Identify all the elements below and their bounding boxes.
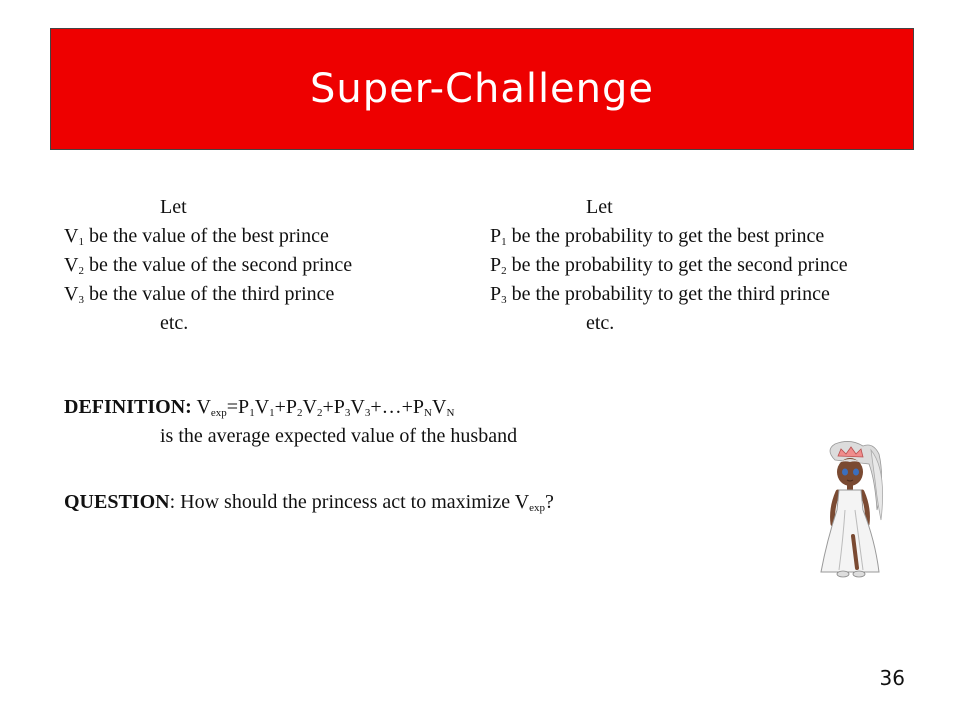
right-column xyxy=(490,193,848,338)
definition-label: DEFINITION: xyxy=(64,396,192,418)
right-line-1: $P_1$ be the probability to get the best prince xyxy=(490,225,825,248)
question-label: QUESTION xyxy=(64,491,170,513)
question-line: QUESTION: How should the princess act to maximize $V_{exp}$? xyxy=(64,491,554,514)
right-line-3: $P_3$ be the probability to get the third prince xyxy=(490,283,830,306)
right-etc: etc. xyxy=(586,312,615,334)
left-intro: Let xyxy=(160,196,187,218)
right-line-2: $P_2$ be the probability to get the second prince xyxy=(490,254,848,277)
title-bar xyxy=(50,28,914,150)
right-intro: Let xyxy=(586,196,613,218)
slide-title: Super-Challenge xyxy=(309,66,655,112)
left-line-2: $V_2$ be the value of the second prince xyxy=(64,254,353,277)
definition-line xyxy=(64,393,454,422)
left-line-1: $V_1$ be the value of the best prince xyxy=(64,225,329,248)
left-line-3: $V_3$ be the value of the third prince xyxy=(64,283,335,306)
definition-formula: $V_{exp}=P_1V_1+P_2V_2+P_3V_3+\dots+P_NV_N$ xyxy=(196,396,455,419)
left-column xyxy=(64,193,352,338)
princess-character-icon xyxy=(805,440,895,580)
definition-description: is the average expected value of the husband xyxy=(160,425,518,447)
page-number: 36 xyxy=(879,666,905,690)
left-etc: etc. xyxy=(160,312,189,334)
